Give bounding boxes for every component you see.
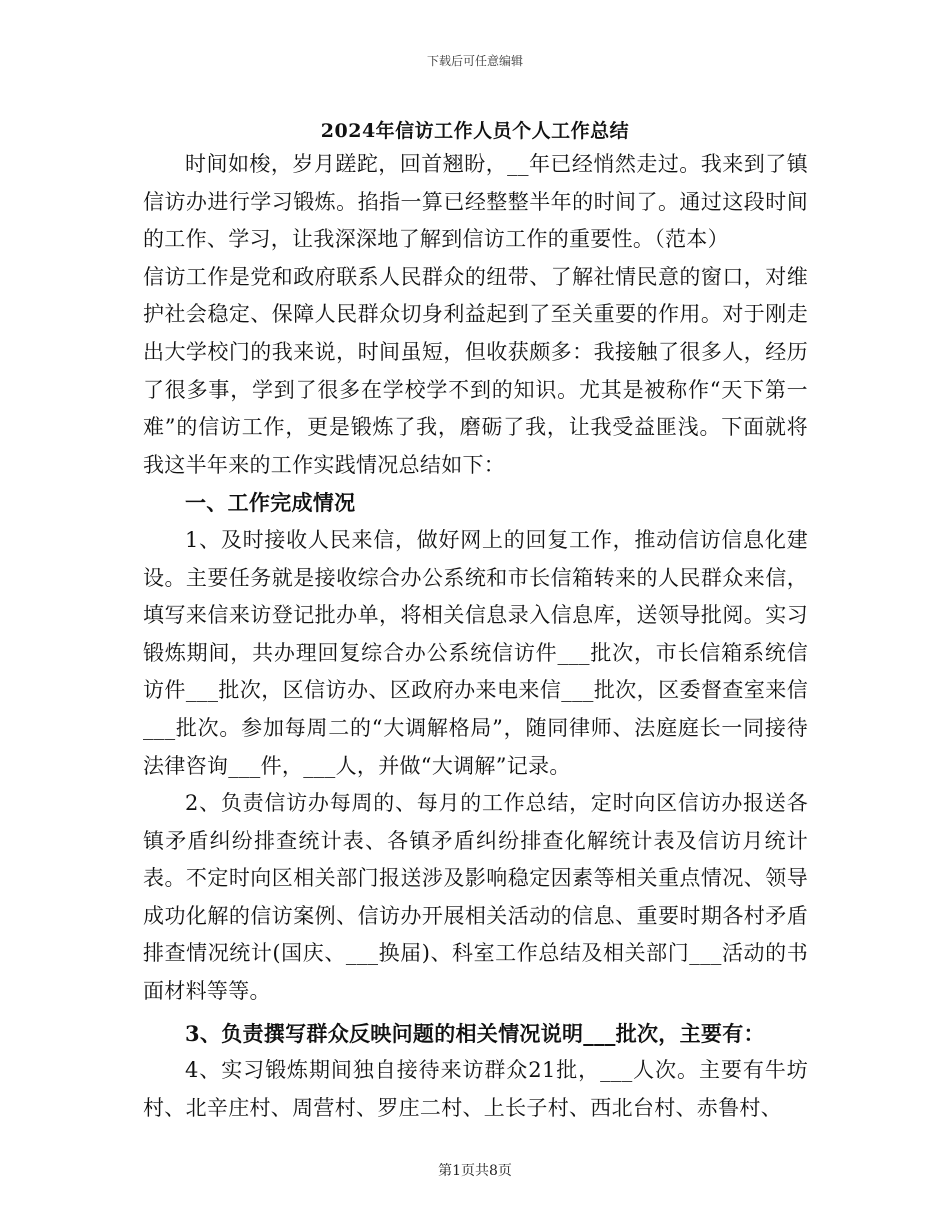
header-note: 下载后可任意编辑 [426,54,523,68]
list-item-4: 4、实习锻炼期间独自接待来访群众21批，___人次。主要有牛坊村、北辛庄村、周营村、罗庄二村、上长子村、西北台村、赤鲁村、 [143,1058,808,1120]
list-item-1: 1、及时接收人民来信，做好网上的回复工作，推动信访信息化建设。主要任务就是接收综合办公系统和市长信箱转来的人民群众来信，填写来信来访登记批办单，将相关信息录入信息库，送领导批阅。实习锻炼期间，共办理回复综合办公系统信访件___批次，市长信箱系统信访件___批次，区信访办、区政府办来电来信___批次，区委督查室来信___批次。参加每周二的“大调解格局”，随同律师、法庭庭长一同接待法律咨询___件，___人，并做“大调解”记录。 [143,527,808,778]
list-item-2: 2、负责信访办每周的、每月的工作总结，定时向区信访办报送各镇矛盾纠纷排查统计表、各镇矛盾纠纷排查化解统计表及信访月统计表。不定时向区相关部门报送涉及影响稳定因素等相关重点情况、领导成功化解的信访案例、信访办开展相关活动的信息、重要时期各村矛盾排查情况统计(国庆、___换届)、科室工作总结及相关部门___活动的书面材料等等。 [143,791,808,1004]
paragraph-intro: 时间如梭，岁月蹉跎，回首翘盼，__年已经悄然走过。我来到了镇信访办进行学习锻炼。掐指一算已经整整半年的时间了。通过这段时间的工作、学习，让我深深地了解到信访工作的重要性。（范本） [143,152,808,252]
document-body [143,146,808,1127]
paragraph-2: 信访工作是党和政府联系人民群众的纽带、了解社情民意的窗口，对维护社会稳定、保障人民群众切身利益起到了至关重要的作用。对于刚走出大学校门的我来说，时间虽短，但收获颇多：我接触了很多人，经历了很多事，学到了很多在学校学不到的知识。尤其是被称作“天下第一难”的信访工作，更是锻炼了我，磨砺了我，让我受益匪浅。下面就将我这半年来的工作实践情况总结如下： [143,264,808,477]
document-title: 2024年信访工作人员个人工作总结 [320,120,630,142]
page-footer: 第1页共8页 [438,1163,512,1179]
section-heading-1: 一、工作完成情况 [185,490,356,516]
list-item-3: 3、负责撰写群众反映问题的相关情况说明___批次，主要有： [185,1020,765,1046]
